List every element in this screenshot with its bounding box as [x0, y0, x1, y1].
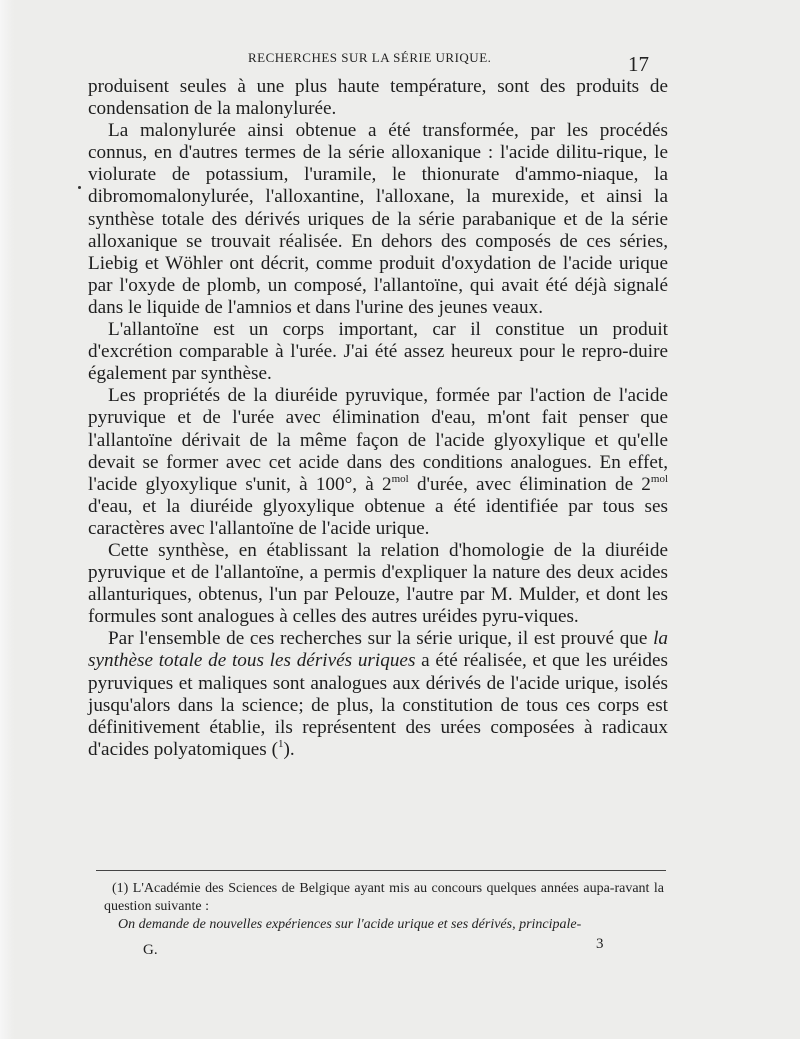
running-title: RECHERCHES SUR LA SÉRIE URIQUE. — [248, 50, 492, 65]
paragraph-6-part-c: ). — [283, 738, 295, 760]
paragraph-6-part-a: Par l'ensemble de ces recherches sur la série urique, il est prouvé que — [108, 628, 654, 650]
paragraph-3: L'allantoïne est un corps important, car il constitue un produit d'excrétion comparable à l'urée. J'ai été assez heureux pour le repro-duire également par synthèse. — [88, 319, 668, 385]
paragraph-6 — [88, 628, 668, 761]
footnote-divider — [96, 870, 666, 871]
paragraph-5: Cette synthèse, en établissant la relation d'homologie de la diuréide pyruvique et de l'allantoïne, a permis d'expliquer la nature des deux acides allanturiques, obtenus, l'un par Pelouze, l'autre par M. Mulder, et dont les formules sont analogues à celles des autres uréides pyru-viques. — [88, 539, 668, 628]
paragraph-4-part-c: d'eau, et la diuréide glyoxylique obtenue a été identifiée par tous ses caractères avec l'allantoïne de l'acide urique. — [88, 495, 668, 539]
paragraph-6-emphasis: la synthèse totale de tous les dérivés uriques — [88, 628, 668, 672]
signature-mark: G. — [143, 942, 158, 958]
paragraph-6-part-b: a été réalisée, et que les uréides pyruviques et maliques sont analogues aux dérivés de l'acide urique, isolés jusqu'alors dans la science; de plus, la constitution de tous ces corps est définitivement établie, ils représentent des urées composées à radicaux d'acides polyatomiques ( — [88, 650, 668, 760]
print-speck — [78, 186, 81, 189]
paragraph-4 — [88, 385, 668, 540]
paragraph-4-part-b: d'urée, avec élimination de 2 — [408, 473, 651, 495]
mol-superscript: mol — [391, 472, 409, 485]
footnote-line-1 — [104, 880, 664, 916]
body-text — [88, 76, 668, 761]
footnote-text-1: L'Académie des Sciences de Belgique ayant mis au concours quelques années aupa-ravant la question suivante : — [104, 881, 664, 914]
page-number: 17 — [628, 52, 649, 76]
footnote-reference[interactable]: 1 — [277, 737, 284, 750]
paragraph-2: La malonylurée ainsi obtenue a été transformée, par les procédés connus, en d'autres termes de la série alloxanique : l'acide dilitu-rique, le violurate de potassium, l'uramile, le thionurate d'ammo-niaque, la dibromomalonylurée, l'alloxantine, l'alloxane, la murexide, et ainsi la synthèse totale des dérivés uriques de la série parabanique et de la série alloxanique se trouvait réalisée. En dehors des composés de ces séries, Liebig et Wöhler ont décrit, comme produit d'oxydation de l'acide urique par l'oxyde de plomb, un composé, l'allantoïne, qui avait été déjà signalé dans le liquide de l'amnios et dans l'urine des jeunes veaux. — [88, 120, 668, 318]
paragraph-4-part-a: Les propriétés de la diuréide pyruvique, formée par l'action de l'acide pyruvique et de l'urée avec élimination d'eau, m'ont fait penser que l'allantoïne dérivait de la même façon de l'acide glyoxylique et qu'elle devait se former avec cet acide dans des conditions analogues. En effet, l'acide glyoxylique s'unit, à 100°, à 2 — [88, 385, 668, 495]
signature-number: 3 — [596, 936, 604, 952]
footnote-line-2: On demande de nouvelles expériences sur l'acide urique et ses dérivés, principale- — [118, 917, 582, 932]
footnote-marker: (1) — [112, 881, 129, 896]
footnote — [104, 880, 664, 934]
mol-superscript: mol — [650, 472, 669, 485]
paragraph-1: produisent seules à une plus haute température, sont des produits de condensation de la malonylurée. — [88, 76, 668, 120]
